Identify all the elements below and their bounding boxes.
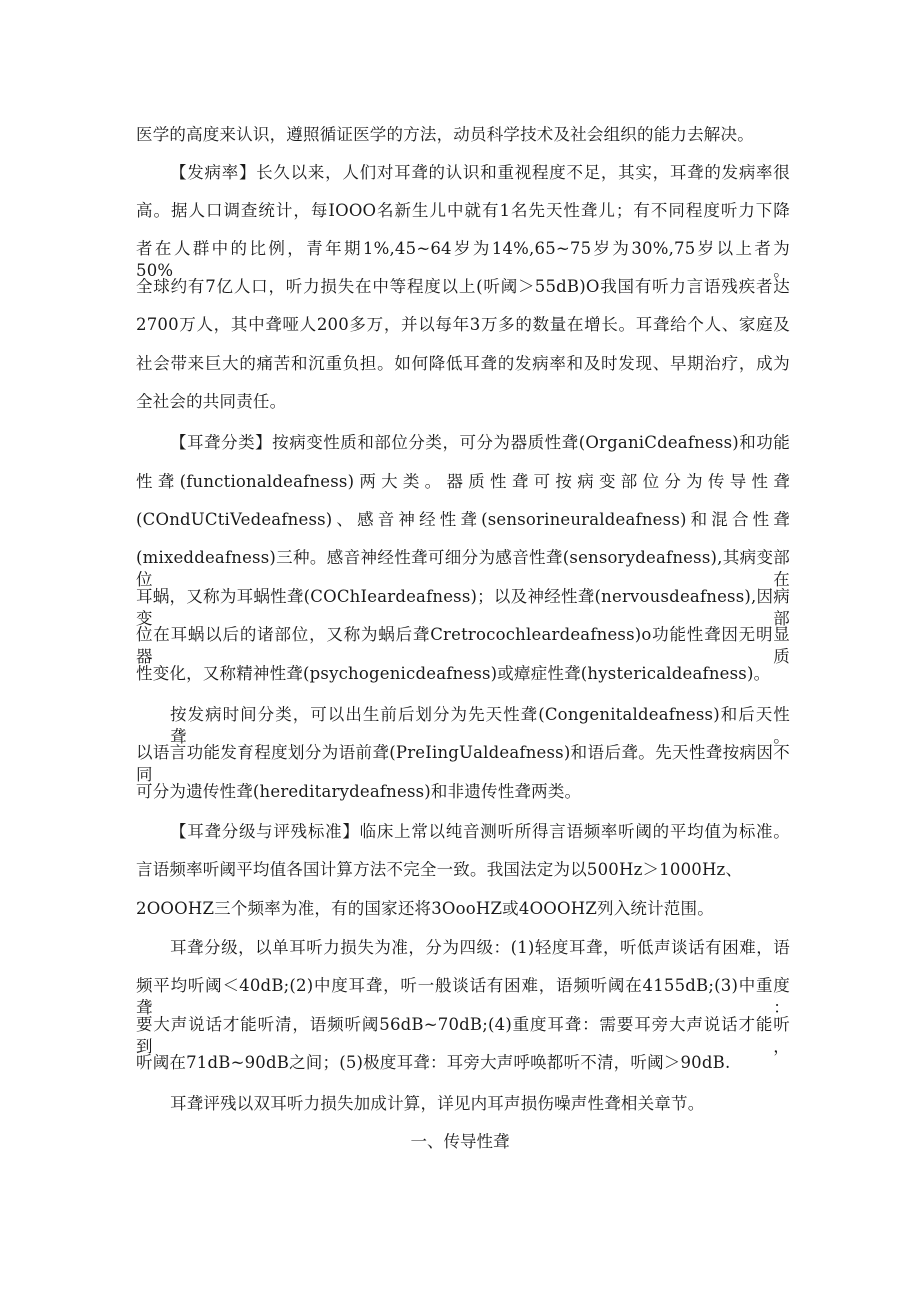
paragraph-line: 2700万人，其中聋哑人200多万，并以每年3万多的数量在增长。耳聋给个人、家庭及 — [136, 315, 790, 334]
paragraph-line: 社会带来巨大的痛苦和沉重负担。如何降低耳聋的发病率和及时发现、早期治疗，成为 — [136, 354, 790, 373]
paragraph-line: 者在人群中的比例，青年期1%,45~64岁为14%,65~75岁为30%,75岁以上者为50%。 — [136, 239, 790, 280]
paragraph-line: 【发病率】长久以来，人们对耳聋的认识和重视程度不足，其实，耳聋的发病率很 — [170, 163, 790, 182]
paragraph-line: 频平均听阈＜40dB;(2)中度耳聋，听一般谈话有困难，语频听阈在4155dB;(3)中重度聋： — [136, 976, 790, 1017]
paragraph-line: 性变化，又称精神性聋(psychogenicdeafness)或瘴症性聋(hystericaldeafness)。 — [136, 664, 771, 683]
paragraph-line: 高。据人口调查统计，每IOOO名新生儿中就有1名先天性聋儿；有不同程度听力下降 — [136, 201, 790, 220]
paragraph-line: 耳蜗，又称为耳蜗性聋(COChIeardeafness)；以及神经性聋(nervousdeafness),因病变部 — [136, 587, 790, 628]
paragraph-line: 按发病时间分类，可以出生前后划分为先天性聋(Congenitaldeafness)和后天性聋。 — [170, 705, 790, 746]
paragraph-line: 听阈在71dB~90dB之间；(5)极度耳聋：耳旁大声呼唤都听不清，听阈＞90dB. — [136, 1053, 731, 1072]
paragraph-line: 位在耳蜗以后的诸部位，又称为蜗后聋Cretrocochleardeafness)o功能性聋因无明显器质 — [136, 625, 790, 666]
paragraph-line: 【耳聋分类】按病变性质和部位分类，可分为器质性聋(OrganiCdeafness)和功能 — [170, 433, 790, 452]
paragraph-line: 性聋(functionaldeafness)两大类。器质性聋可按病变部位分为传导性聋 — [136, 472, 790, 491]
paragraph-line: (mixeddeafness)三种。感音神经性聋可细分为感音性聋(sensorydeafness),其病变部位在 — [136, 548, 790, 589]
paragraph-line: (COndUCtiVedeafness)、感音神经性聋(sensorineuraldeafness)和混合性聋 — [136, 510, 790, 529]
paragraph-line: 2OOOHZ三个频率为准，有的国家还将3OooHZ或4OOOHZ列入统计范围。 — [136, 899, 714, 918]
paragraph-line: 以语言功能发育程度划分为语前聋(PreIingUaldeafness)和语后聋。先天性聋按病因不同 — [136, 743, 790, 784]
paragraph-line: 全球约有7亿人口，听力损失在中等程度以上(听阈＞55dB)O我国有听力言语残疾者达 — [136, 277, 790, 296]
paragraph-line: 【耳聋分级与评残标准】临床上常以纯音测听所得言语频率听阈的平均值为标准。 — [170, 822, 790, 841]
section-heading: 一、传导性聋 — [410, 1132, 510, 1151]
paragraph-line: 耳聋评残以双耳听力损失加成计算，详见内耳声损伤噪声性聋相关章节。 — [170, 1094, 705, 1113]
paragraph-line: 要大声说话才能听清，语频听阈56dB~70dB;(4)重度耳聋：需要耳旁大声说话才能听到， — [136, 1015, 790, 1056]
paragraph-line: 可分为遗传性聋(hereditarydeafness)和非遗传性聋两类。 — [136, 782, 582, 801]
paragraph-line: 耳聋分级，以单耳听力损失为准，分为四级：(1)轻度耳聋，听低声谈话有困难，语 — [170, 938, 790, 957]
paragraph-line: 言语频率听阈平均值各国计算方法不完全一致。我国法定为以500Hz＞1000Hz、 — [136, 860, 743, 879]
paragraph-line: 医学的高度来认识，遵照循证医学的方法，动员科学技术及社会组织的能力去解决。 — [136, 125, 754, 144]
paragraph-line: 全社会的共同责任。 — [136, 392, 287, 411]
